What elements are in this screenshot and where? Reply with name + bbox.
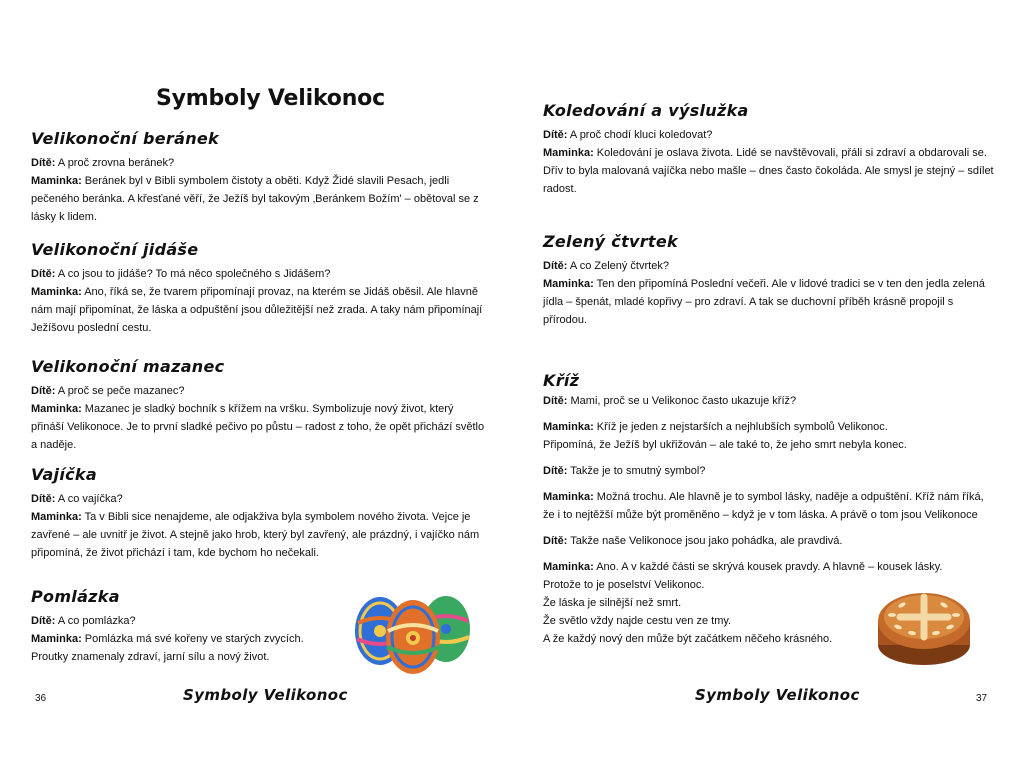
line-text: A co jsou to jidáše? To má něco společného s Jidášem? bbox=[55, 268, 331, 280]
dialogue-line bbox=[543, 418, 998, 436]
dialogue-line bbox=[543, 462, 998, 480]
section-heading: Velikonoční jidáše bbox=[31, 240, 199, 259]
speaker: Dítě: bbox=[543, 395, 568, 407]
section-zeleny-ctvrtek bbox=[543, 232, 998, 329]
section-heading: Pomlázka bbox=[31, 587, 120, 606]
section-heading: Vajíčka bbox=[31, 465, 97, 484]
dialogue-line bbox=[543, 488, 998, 524]
speaker: Maminka: bbox=[543, 278, 594, 290]
line-text: A proč chodí kluci koledovat? bbox=[567, 129, 713, 141]
line-text: A proč zrovna beránek? bbox=[55, 157, 175, 169]
page-number: 36 bbox=[35, 693, 47, 704]
section-heading: Zelený čtvrtek bbox=[543, 232, 678, 251]
speaker: Dítě: bbox=[31, 157, 56, 169]
mazanec-image bbox=[874, 583, 974, 669]
line-text: Takže naše Velikonoce jsou jako pohádka, ale pravdivá. bbox=[567, 535, 843, 547]
speaker: Maminka: bbox=[31, 403, 82, 415]
page-title: Symboly Velikonoc bbox=[156, 86, 385, 111]
dialogue-line bbox=[543, 257, 998, 275]
speaker: Dítě: bbox=[31, 268, 56, 280]
section-heading: Kříž bbox=[543, 371, 580, 390]
section-beranek bbox=[31, 129, 486, 226]
speaker: Dítě: bbox=[543, 535, 568, 547]
section-heading: Koledování a výslužka bbox=[543, 101, 749, 120]
dialogue-line bbox=[543, 144, 998, 198]
line-text: Kříž je jeden z nejstarších a nejhlubších symbolů Velikonoc. bbox=[593, 421, 888, 433]
dialogue-line bbox=[543, 392, 998, 410]
line-text: A proč se peče mazanec? bbox=[55, 385, 185, 397]
line-text: Mazanec je sladký bochník s křížem na vršku. Symbolizuje nový život, který přináší Velikonoce. Je to první sladké pečivo po půstu – radost z toho, že opět přichází světlo a naděje. bbox=[31, 403, 485, 451]
speaker: Dítě: bbox=[543, 129, 568, 141]
line-text: Ta v Bibli sice nenajdeme, ale odjakživa byla symbolem nového života. Vejce je zavřené – ale uvnitř je život. A stejně jako hrob, který byl zavřený, ale prázdný, i vajíčko nám připomíná, že život přichází i tam, kde bychom ho nečekali. bbox=[31, 511, 480, 559]
dialogue-line bbox=[31, 648, 351, 666]
dialogue-line bbox=[31, 172, 486, 226]
line-text: A co vajíčka? bbox=[55, 493, 123, 505]
easter-eggs-image bbox=[350, 583, 475, 675]
speaker: Dítě: bbox=[31, 385, 56, 397]
dialogue-line bbox=[543, 558, 998, 576]
speaker: Dítě: bbox=[543, 465, 568, 477]
dialogue-line bbox=[543, 275, 998, 329]
speaker: Maminka: bbox=[543, 561, 594, 573]
dialogue-line bbox=[31, 154, 486, 172]
line-text: Ano, říká se, že tvarem připomínají provaz, na kterém se Jidáš oběsil. Ale hlavně nám mají připomínat, že láska a odpuštění jsou důležitější než zrada. A taky nám připomínají Ježíšovu poslední cestu. bbox=[31, 286, 483, 334]
right-page bbox=[512, 0, 1024, 768]
dialogue-line bbox=[31, 265, 486, 283]
line-text: Mami, proč se u Velikonoc často ukazuje kříž? bbox=[567, 395, 797, 407]
dialogue-line bbox=[31, 508, 486, 562]
dialogue-line bbox=[31, 490, 486, 508]
section-heading: Velikonoční beránek bbox=[31, 129, 219, 148]
dialogue-line bbox=[543, 532, 998, 550]
line-text: Připomíná, že Ježíš byl ukřižován – ale také to, že jeho smrt nebyla konec. bbox=[543, 439, 907, 451]
dialogue-line bbox=[543, 436, 998, 454]
line-text: Protože to je poselství Velikonoc. bbox=[543, 579, 705, 591]
section-vajicka bbox=[31, 465, 486, 562]
dialogue-line bbox=[543, 126, 998, 144]
line-text: Koledování je oslava života. Lidé se navštěvovali, přáli si zdraví a obdarovali se. Dřív to byla malovaná vajíčka nebo mašle – dnes často čokoláda. Ale smysl je stejný – sdílet radost. bbox=[543, 147, 994, 195]
line-text: Ten den připomíná Poslední večeři. Ale v lidové tradici se v ten den jedla zelená jídla – špenát, mladé kopřivy – pro zdraví. A tak se duchovní příběh krásně propojil s přírodou. bbox=[543, 278, 985, 326]
section-heading: Velikonoční mazanec bbox=[31, 357, 225, 376]
section-pomlazka bbox=[31, 587, 351, 666]
line-text: Proutky znamenaly zdraví, jarní sílu a nový život. bbox=[31, 651, 270, 663]
page-footer-title: Symboly Velikonoc bbox=[695, 686, 860, 704]
speaker: Dítě: bbox=[543, 260, 568, 272]
dialogue-line bbox=[31, 630, 351, 648]
line-text: Možná trochu. Ale hlavně je to symbol lásky, naděje a odpuštění. Kříž nám říká, že i to nejtěžší může být proměněno – když je v tom láska. A právě o tom jsou Velikonoce bbox=[543, 491, 984, 521]
speaker: Maminka: bbox=[543, 491, 594, 503]
page-number: 37 bbox=[976, 693, 988, 704]
speaker: Maminka: bbox=[31, 286, 82, 298]
line-text: A že každý nový den může být začátkem něčeho krásného. bbox=[543, 633, 833, 645]
speaker: Maminka: bbox=[31, 175, 82, 187]
speaker: Maminka: bbox=[543, 421, 594, 433]
line-text: Ano. A v každé části se skrývá kousek pravdy. A hlavně – kousek lásky. bbox=[593, 561, 943, 573]
egg-middle bbox=[386, 600, 440, 674]
section-koledovani bbox=[543, 101, 998, 198]
line-text: Beránek byl v Bibli symbolem čistoty a oběti. Když Židé slavili Pesach, jedli pečeného beránka. A křesťané věří, že Ježíš byl takovým ‚Beránkem Božím' – obětoval se z lásky k lidem. bbox=[31, 175, 479, 223]
speaker: Maminka: bbox=[543, 147, 594, 159]
dialogue-line bbox=[31, 382, 486, 400]
dialogue-line bbox=[31, 612, 351, 630]
line-text: Že světlo vždy najde cestu ven ze tmy. bbox=[543, 615, 732, 627]
line-text: Že láska je silnější než smrt. bbox=[543, 597, 682, 609]
dialogue-line bbox=[31, 400, 486, 454]
speaker: Dítě: bbox=[31, 615, 56, 627]
page-footer-title: Symboly Velikonoc bbox=[183, 686, 348, 704]
section-mazanec bbox=[31, 357, 486, 454]
line-text: Takže je to smutný symbol? bbox=[567, 465, 706, 477]
speaker: Maminka: bbox=[31, 511, 82, 523]
speaker: Dítě: bbox=[31, 493, 56, 505]
line-text: A co Zelený čtvrtek? bbox=[567, 260, 669, 272]
dialogue-line bbox=[31, 283, 486, 337]
line-text: A co pomlázka? bbox=[55, 615, 136, 627]
line-text: Pomlázka má své kořeny ve starých zvycích. bbox=[81, 633, 304, 645]
section-jidase bbox=[31, 240, 486, 337]
speaker: Maminka: bbox=[31, 633, 82, 645]
